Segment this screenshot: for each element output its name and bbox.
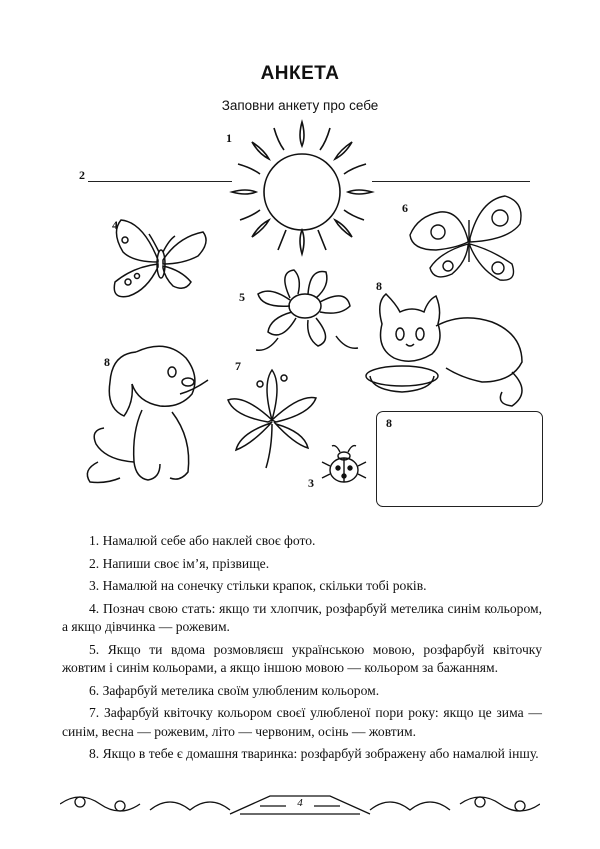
- dog-icon[interactable]: [76, 332, 216, 492]
- page-number: 4: [297, 797, 303, 809]
- marker-8-cat: 8: [376, 279, 382, 293]
- butterfly-icon[interactable]: [103, 212, 218, 307]
- instruction-4: 4. Познач свою стать: якщо ти хлопчик, розфарбуй метелика синім кольором, а якщо дівчинка — рожевим.: [62, 600, 542, 634]
- instruction-1: 1. Намалюй себе або наклей своє фото.: [89, 533, 316, 548]
- name-line-left[interactable]: [88, 181, 232, 182]
- instruction-7: 7. Зафарбуй квіточку кольором своєї улюбленої пори року: якщо це зима — синім, весна — рожевим, літо — червоним, осінь — жовтим.: [62, 705, 542, 739]
- page-title: АНКЕТА: [260, 63, 340, 84]
- flower-lily-icon[interactable]: [222, 364, 322, 474]
- marker-4: 4: [112, 218, 118, 232]
- butterfly-ornate-icon[interactable]: [400, 190, 535, 295]
- marker-3: 3: [308, 476, 314, 490]
- instruction-6: 6. Зафарбуй метелика своїм улюбленим кольором.: [89, 682, 380, 698]
- instruction-3: 3. Намалюй на сонечку стільки крапок, скільки тобі років.: [89, 578, 427, 593]
- name-line-right[interactable]: [372, 181, 530, 182]
- marker-8-dog: 8: [104, 355, 110, 369]
- photo-drawing-box[interactable]: [376, 411, 543, 507]
- marker-7: 7: [235, 359, 241, 373]
- instruction-5: 5. Якщо ти вдома розмовляєш українською мовою, розфарбуй квіточку жовтим і синім кольорами, а якщо іншою мовою — кольором за бажанням.: [62, 641, 542, 675]
- page-subtitle: Заповни анкету про себе: [221, 98, 379, 113]
- instruction-8: 8. Якщо в тебе є домашня тваринка: розфарбуй зображену або намалюй іншу.: [89, 746, 539, 761]
- marker-6: 6: [402, 201, 408, 215]
- instruction-2: 2. Напиши своє ім’я, прізвище.: [89, 555, 270, 571]
- marker-8-box: 8: [386, 416, 392, 430]
- ladybug-icon[interactable]: [318, 440, 370, 492]
- marker-1: 1: [226, 131, 232, 145]
- marker-5: 5: [239, 290, 245, 304]
- flower-daisy-icon[interactable]: [248, 262, 363, 357]
- sun-icon[interactable]: [222, 112, 382, 262]
- marker-2: 2: [79, 168, 85, 182]
- instructions-list: [62, 532, 542, 768]
- cat-icon[interactable]: [362, 282, 542, 412]
